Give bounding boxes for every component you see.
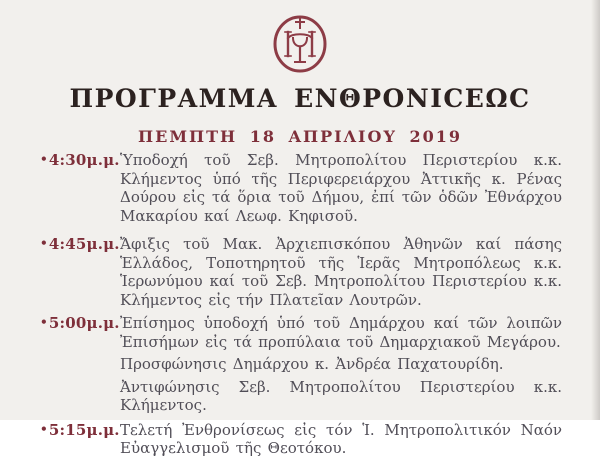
paragraph: Ἐπίσημος ὑποδοχή ὑπό τοῦ Δημάρχου καί τῶν λοιπῶν Ἐπισήμων εἰς τά προπύλαια τοῦ Δημαρχιακοῦ Μεγάρου.: [120, 314, 562, 351]
event-date: ΠΕΜΠΤΗ 18 ΑΠΡΙΛΙΟΥ 2019: [138, 127, 462, 146]
bullet-icon: •: [40, 236, 48, 250]
paragraph: Ἄφιξις τοῦ Μακ. Ἀρχιεπισκόπου Ἀθηνῶν καί πάσης Ἑλλάδος, Τοποτηρητοῦ τῆς Ἱερᾶς Μητροπόλεως κ.κ. Ἱερωνύμου καί τοῦ Σεβ. Μητροπολίτου Περιστερίου κ.κ. Κλήμεντος εἰς τήν Πλατεῖαν Λουτρῶν.: [120, 235, 562, 309]
time-value: 5:15μ.μ.: [48, 420, 120, 439]
bullet-icon: •: [40, 315, 48, 329]
schedule-item: [40, 235, 562, 309]
item-description: [120, 421, 562, 458]
schedule-item: [40, 151, 562, 225]
bullet-icon: •: [40, 421, 48, 436]
schedule-list: [40, 151, 562, 458]
time-label: [40, 235, 120, 253]
item-description: [120, 314, 562, 415]
paragraph: Ἀντιφώνησις Σεβ. Μητροπολίτου Περιστερίου κ.κ. Κλήμεντος.: [120, 377, 562, 414]
time-label: [40, 421, 120, 439]
time-value: 4:45μ.μ.: [48, 235, 120, 253]
page-title: ΠΡΟΓΡΑΜΜΑ ΕΝΘΡΟΝΙCΕΩC: [69, 84, 531, 113]
paragraph: Ὑποδοχή τοῦ Σεβ. Μητροπολίτου Περιστερίου κ.κ. Κλήμεντος ὑπό τῆς Περιφερειάρχου Ἀττικῆς κ. Ρένας Δούρου εἰς τά ὅρια τοῦ Δήμου, ἐπί τῶν ὁδῶν Ἐθνάρχου Μακαρίου καί Λεωφ. Κηφισοῦ.: [120, 151, 562, 225]
item-description: [120, 235, 562, 309]
paragraph: Προσφώνησις Δημάρχου κ. Ἀνδρέα Παχατουρίδη.: [120, 355, 504, 373]
metropolis-seal-icon: [272, 11, 328, 75]
time-label: [40, 151, 120, 169]
paragraph: Τελετή Ἐνθρονίσεως εἰς τόν Ἱ. Μητροπολιτικόν Ναόν Εὐαγγελισμοῦ τῆς Θεοτόκου.: [120, 420, 562, 457]
item-description: [120, 151, 562, 225]
time-value: 5:00μ.μ.: [48, 314, 120, 332]
time-label: [40, 314, 120, 332]
schedule-item: [40, 314, 562, 415]
schedule-item: [40, 421, 562, 458]
scan-edge-shadow: [591, 0, 600, 420]
time-value: 4:30μ.μ.: [48, 151, 120, 169]
bullet-icon: •: [40, 152, 48, 166]
